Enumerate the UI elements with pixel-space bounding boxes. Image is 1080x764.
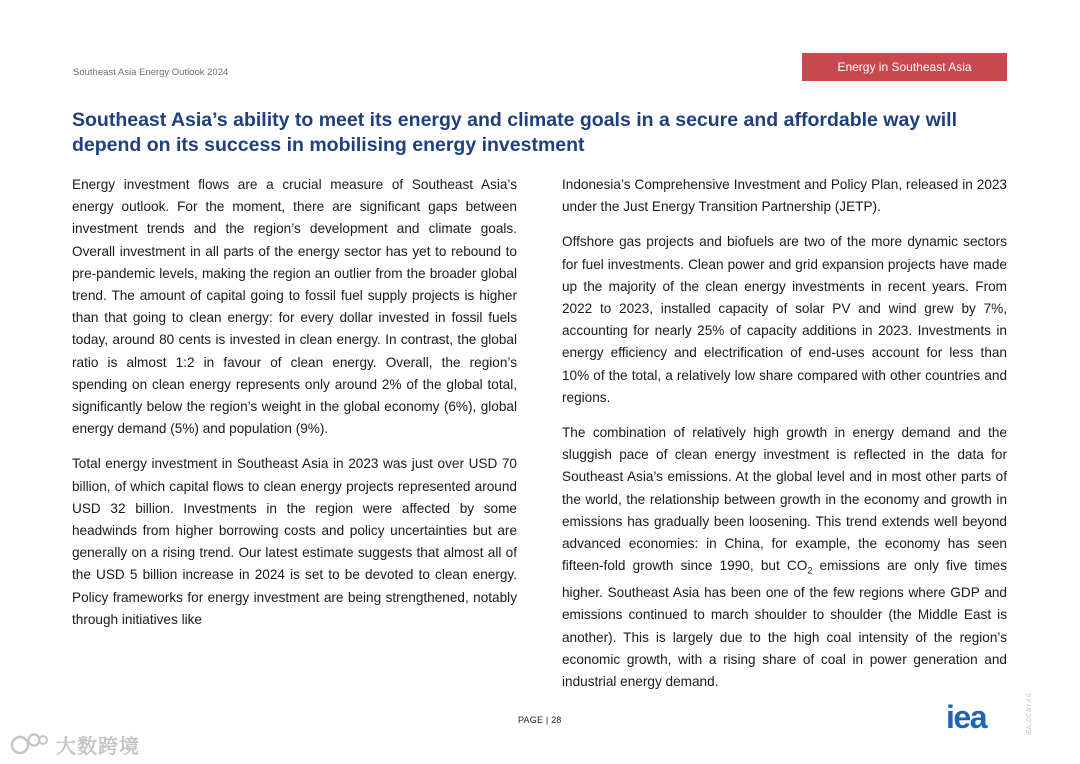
watermark-text: 大数跨境 <box>56 734 140 758</box>
running-header: Southeast Asia Energy Outlook 2024 <box>73 67 229 78</box>
paragraph-text: emissions are only five times higher. Southeast Asia has been one of the few regions where GDP and emissions continued to march shoulder to shoulder (the Middle East is another). This is largely due to the high coal intensity of the region’s economic growth, with a rising share of coal in power generation and industrial energy demand. <box>562 558 1007 689</box>
paragraph <box>562 422 1007 693</box>
right-column <box>562 174 1007 706</box>
paragraph: Energy investment flows are a crucial measure of Southeast Asia’s energy outlook. For the moment, there are significant gaps between investment trends and the region’s development and climate goals. Overall investment in all parts of the energy sector has yet to rebound to pre-pandemic levels, making the region an outlier from the broader global trend. The amount of capital going to fossil fuel supply projects is higher than that going to clean energy: for every dollar invested in fossil fuels today, around 80 cents is invested in clean energy. In contrast, the global ratio is almost 1:2 in favour of clean energy. Overall, the region’s spending on clean energy represents only around 2% of the global total, significantly below the region’s weight in the global economy (6%), global energy demand (5%) and population (9%). <box>72 177 517 437</box>
section-tab: Energy in Southeast Asia <box>802 53 1007 81</box>
page-headline: Southeast Asia’s ability to meet its energy and climate goals in a secure and affordable way will depend on its success in mobilising energy investment <box>72 109 957 156</box>
iea-logo <box>946 703 1008 733</box>
paragraph: Offshore gas projects and biofuels are two of the more dynamic sectors for fuel investments. Clean power and grid expansion projects have made up the majority of the clean energy investments in recent years. From 2022 to 2023, installed capacity of solar PV and wind grew by 7%, accounting for nearly 25% of capacity additions in 2023. Investments in energy efficiency and electrification of end-uses account for less than 10% of the total, a relatively low share compared with other countries and regions. <box>562 234 1007 405</box>
left-column <box>72 174 517 644</box>
iea-logo-text: iea <box>946 703 986 733</box>
paragraph: Total energy investment in Southeast Asia in 2023 was just over USD 70 billion, of which capital flows to clean energy projects represented around USD 32 billion. Investments in the region were affected by some headwinds from higher borrowing costs and policy uncertainties but are generally on a rising trend. Our latest estimate suggests that almost all of the USD 5 billion increase in 2024 is set to be devoted to clean energy. Policy frameworks for energy investment are being strengthened, notably through initiatives like <box>72 456 517 627</box>
watermark-logo-icon <box>10 731 50 759</box>
watermark <box>10 730 140 759</box>
paragraph: Indonesia’s Comprehensive Investment and Policy Plan, released in 2023 under the Just Energy Transition Partnership (JETP). <box>562 177 1007 215</box>
paragraph-text: The combination of relatively high growth in energy demand and the sluggish pace of clean energy investment is reflected in the data for Southeast Asia’s emissions. At the global level and in most other parts of the world, the relationship between growth in the economy and growth in emissions has gradually been loosening. This trend extends well beyond advanced economies: in China, for example, the economy has seen fifteen-fold growth since 1990, but CO <box>562 425 1007 574</box>
license-note: IEA. CC BY 4.0. <box>1027 692 1033 735</box>
subscript: 2 <box>807 565 813 576</box>
page-number: PAGE | 28 <box>518 715 562 725</box>
